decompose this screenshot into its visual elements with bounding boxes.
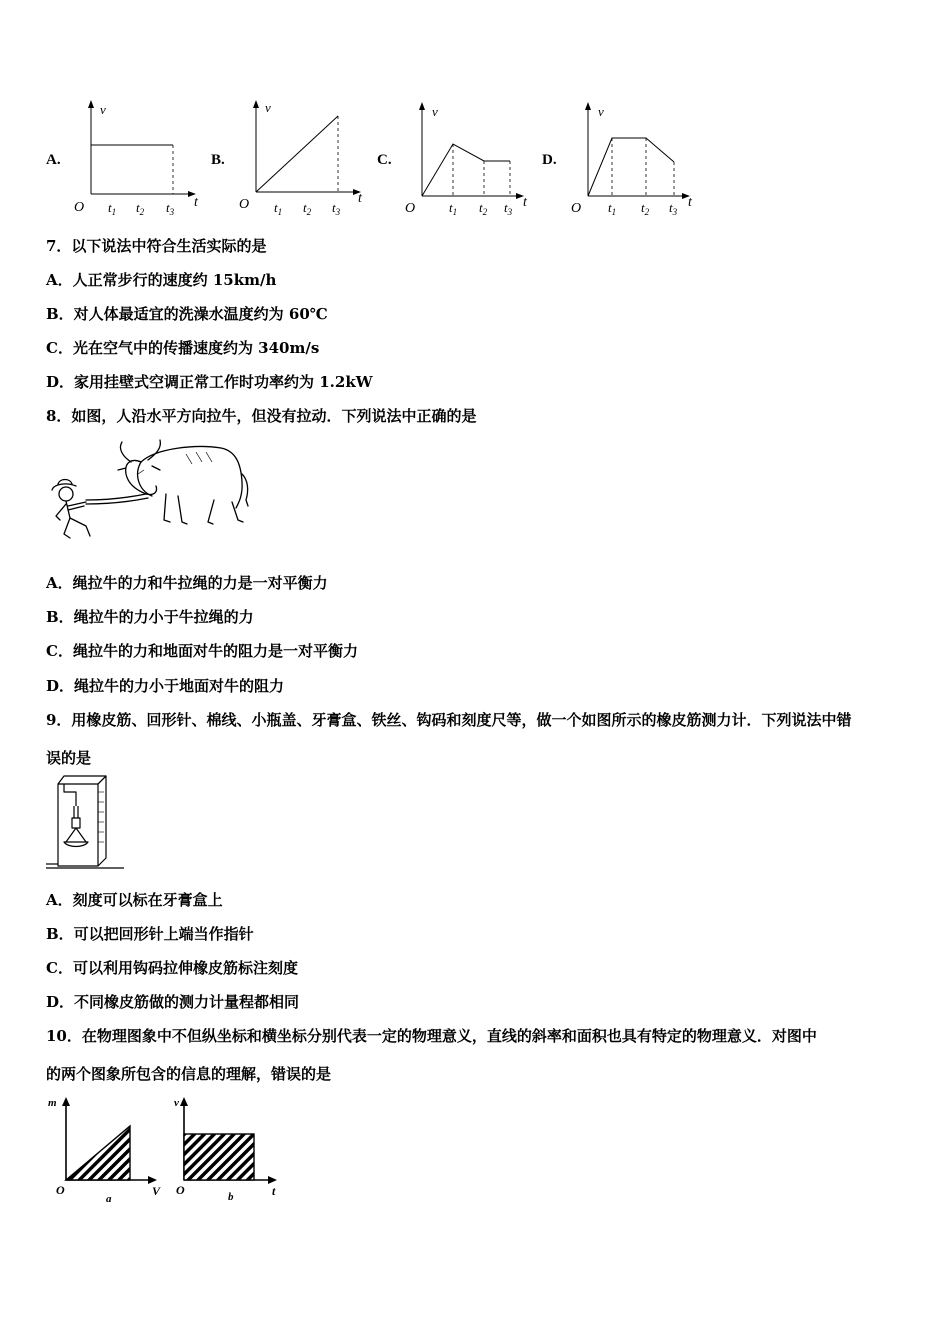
option-label-b: B. xyxy=(211,152,225,168)
origin-label: O xyxy=(74,200,85,215)
q7-option-d: D．家用挂壁式空调正常工作时功率约为 1.2kW xyxy=(46,373,373,391)
svg-text:t1: $t_1$ xyxy=(608,200,617,217)
svg-text:t3: $t_3$ xyxy=(166,200,175,217)
q8-option-a: A．绳拉牛的力和牛拉绳的力是一对平衡力 xyxy=(46,574,328,592)
q9-stem-line1: 9．用橡皮筋、回形针、棉线、小瓶盖、牙膏盒、铁丝、钩码和刻度尺等，做一个如图所示的橡皮筋测力计．下列说法中错 xyxy=(46,711,852,729)
rubber-band-force-meter-illustration xyxy=(44,772,134,878)
q9-option-d: D．不同橡皮筋做的测力计量程都相同 xyxy=(46,993,300,1011)
svg-text:t: t xyxy=(688,195,692,210)
svg-text:O: O xyxy=(176,1183,185,1197)
q7-option-b: B．对人体最适宜的洗澡水温度约为 60℃ xyxy=(46,305,328,323)
q9-option-a: A．刻度可以标在牙膏盒上 xyxy=(46,891,223,909)
q9-stem-line2: 误的是 xyxy=(46,749,92,767)
svg-text:t2: $t_2$ xyxy=(303,200,312,217)
svg-text:O: O xyxy=(56,1183,65,1197)
q10-stem-line1: 10．在物理图象中不但纵坐标和横坐标分别代表一定的物理意义，直线的斜率和面积也具有特定的物理意义．对图中 xyxy=(46,1027,817,1045)
svg-text:v: v xyxy=(432,104,438,119)
option-label-a: A. xyxy=(46,152,61,168)
q8-option-c: C．绳拉牛的力和地面对牛的阻力是一对平衡力 xyxy=(46,642,358,660)
q10-stem-line2: 的两个图象所包含的信息的理解，错误的是 xyxy=(46,1065,332,1083)
svg-text:a: a xyxy=(106,1193,112,1205)
svg-text:t3: $t_3$ xyxy=(669,200,678,217)
q10-graphs xyxy=(44,1094,294,1208)
graph-c-rise-fall-flat xyxy=(402,98,542,220)
svg-text:t1: $t_1$ xyxy=(108,200,117,217)
svg-text:t: t xyxy=(523,195,527,210)
graph-d-rise-flat-fall xyxy=(568,98,708,220)
q8-stem: 8．如图，人沿水平方向拉牛，但没有拉动．下列说法中正确的是 xyxy=(46,407,477,425)
q9-option-c: C．可以利用钩码拉伸橡皮筋标注刻度 xyxy=(46,959,298,977)
svg-text:O: O xyxy=(239,197,250,212)
svg-text:v: v xyxy=(265,100,271,115)
svg-text:O: O xyxy=(405,201,416,216)
graph-a-mass-volume xyxy=(48,1097,161,1205)
svg-text:b: b xyxy=(228,1191,234,1203)
svg-text:t2: $t_2$ xyxy=(641,200,650,217)
svg-text:t: t xyxy=(272,1184,276,1198)
q7-option-c: C．光在空气中的传播速度约为 340m/s xyxy=(46,339,320,357)
q8-option-d: D．绳拉牛的力小于地面对牛的阻力 xyxy=(46,677,285,695)
svg-text:t2: $t_2$ xyxy=(136,200,145,217)
svg-text:t2: $t_2$ xyxy=(479,200,488,217)
q9-option-b: B．可以把回形针上端当作指针 xyxy=(46,925,254,943)
q7-stem: 7．以下说法中符合生活实际的是 xyxy=(46,237,267,255)
svg-text:v: v xyxy=(174,1097,179,1109)
svg-text:v: v xyxy=(598,104,604,119)
svg-text:t1: $t_1$ xyxy=(449,200,458,217)
svg-text:O: O xyxy=(571,201,582,216)
svg-text:t3: $t_3$ xyxy=(504,200,513,217)
graph-b-linear-velocity xyxy=(235,98,375,220)
x-axis-label: t xyxy=(194,195,198,210)
man-pulling-ox-illustration xyxy=(46,434,256,550)
svg-text:t1: $t_1$ xyxy=(274,200,283,217)
svg-text:m: m xyxy=(48,1097,57,1109)
svg-text:t3: $t_3$ xyxy=(332,200,341,217)
q8-option-b: B．绳拉牛的力小于牛拉绳的力 xyxy=(46,608,254,626)
graph-b-velocity-time xyxy=(174,1097,277,1203)
svg-text:V: V xyxy=(152,1184,161,1198)
option-label-c: C. xyxy=(377,152,392,168)
option-label-d: D. xyxy=(542,152,557,168)
svg-text:t: t xyxy=(358,191,362,206)
graph-a-constant-velocity xyxy=(70,98,210,220)
y-axis-label: v xyxy=(100,102,106,117)
q7-option-a: A．人正常步行的速度约 15km/h xyxy=(46,271,277,289)
